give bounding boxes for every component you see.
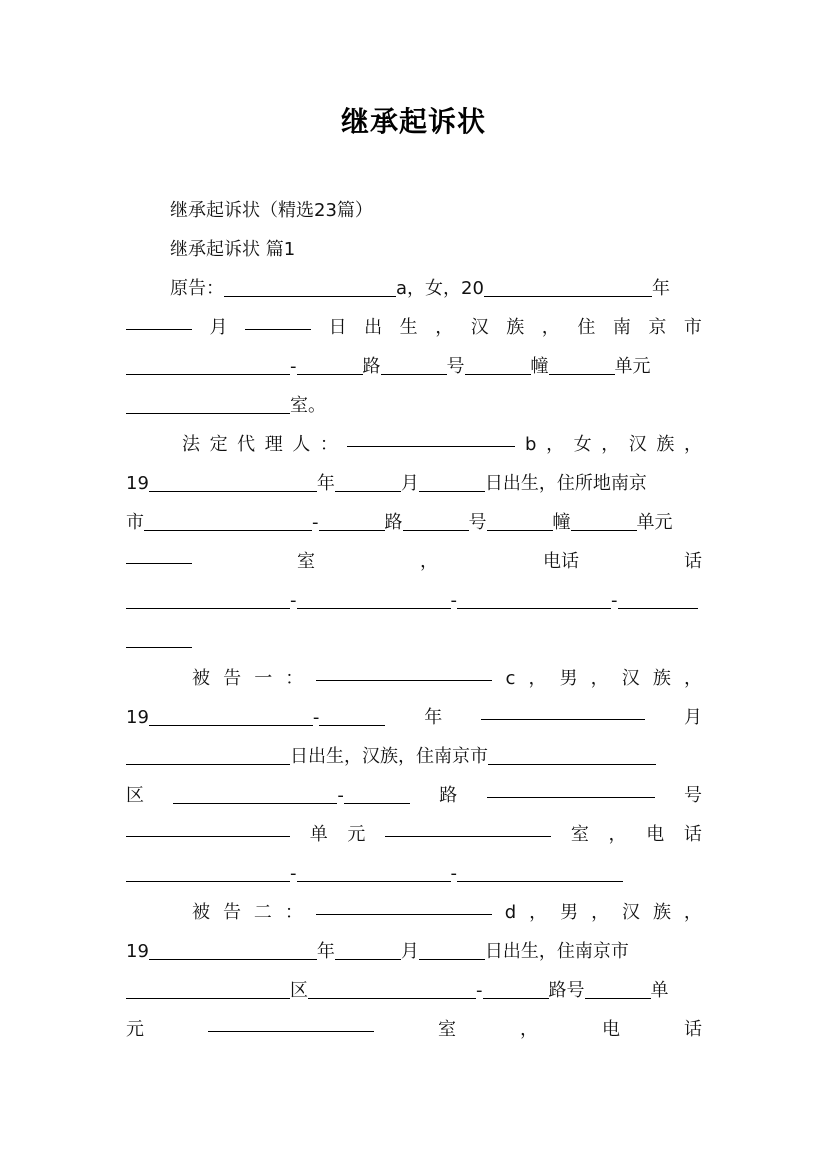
agent-line-3 [126,504,673,542]
blank-field [126,627,192,648]
agent-line-2 [126,465,647,503]
comma: ， [608,824,627,845]
blank-field [403,510,469,531]
blank-field [585,978,651,999]
blank-field [245,309,311,330]
blank-field [618,588,698,609]
blank-field [319,510,385,531]
blank-field [297,354,363,375]
year-label: 年 [316,473,335,494]
blank-field [126,543,192,564]
year-label: 年 [651,278,670,299]
road-no-label: 路号 [548,980,585,1001]
blank-field [419,471,485,492]
district-label: 区 [126,785,144,806]
month-label: 月 [209,317,228,338]
defendant1-line-1: 被 告 一 ： c ， 男 ， 汉 族 ， [192,660,702,698]
blank-field [457,861,623,882]
blank-field [126,744,290,765]
blank-field [344,783,410,804]
blank-field [385,816,551,837]
dash: - [476,980,483,1001]
defendant1-line-3 [126,738,656,776]
defendant2-line-2 [126,933,629,971]
blank-field [347,426,515,447]
plaintiff-line-2: 月 日 出 生 ， 汉 族 ， 住 南 京 市 [126,309,702,347]
room-label: 室 [570,824,589,845]
agent-line-6 [126,621,192,659]
dash: - [312,512,319,533]
blank-field [488,744,656,765]
blank-field [335,471,401,492]
no-label: 号 [446,356,465,377]
year-prefix: 19 [126,473,149,494]
blank-field [208,1011,374,1032]
no-label: 号 [684,785,702,806]
blank-field [297,588,451,609]
blank-field [224,276,396,297]
blank-field [173,783,337,804]
district-label: 区 [290,980,308,1001]
blank-field [149,939,317,960]
blank-field [126,978,290,999]
agent-line-5: - - - [126,582,698,620]
building-label: 幢 [552,512,571,533]
plaintiff-label: 原告： [170,278,224,299]
defendant2-line-1: 被 告 二 ： d ， 男 ， 汉 族 ， [192,894,702,932]
road-label: 路 [439,785,458,806]
road-label: 路 [362,356,381,377]
agent-line-4: 室 ， 电话 话 [126,543,702,581]
defendant1-line-2 [126,699,702,737]
comma: ， [520,1019,538,1040]
blank-field [316,894,492,915]
plaintiff-line-4 [126,387,326,425]
blank-field [126,861,290,882]
blank-field [144,510,312,531]
blank-field [126,354,290,375]
born-text: 日出生，住所地南京 [484,473,647,494]
blank-field [149,705,313,726]
blank-field [381,354,447,375]
blank-field [319,705,385,726]
phone-label: 电话 [543,551,579,572]
year-prefix: 19 [126,707,149,728]
year-prefix: 19 [126,941,149,962]
blank-field [484,276,652,297]
plaintiff-name: a，女，20 [396,278,484,299]
blank-field [126,393,290,414]
blank-field [481,699,645,720]
year-label: 年 [316,941,335,962]
month-label: 月 [400,941,419,962]
subtitle: 继承起诉状（精选23篇） [170,200,373,221]
room-label: 室 [438,1019,456,1040]
unit-label: 单元 [614,356,651,377]
section-heading: 继承起诉状 篇1 [170,239,296,260]
plaintiff-line-1 [170,270,670,308]
born-text: 日出生，汉族，住南京市 [290,746,488,767]
blank-field [457,588,611,609]
unit-label: 单 [650,980,669,1001]
unit-label: 单元 [636,512,673,533]
blank-field [335,939,401,960]
blank-field [419,939,485,960]
born-text: 日出生，住南京市 [484,941,629,962]
blank-field [297,861,451,882]
comma: ， [420,551,438,572]
road-label: 路 [384,512,403,533]
unit-label-cont: 元 [126,1019,144,1040]
month-label: 月 [683,707,702,728]
page-title: 继承起诉状 [340,105,486,138]
defendant1-line-4: 区 - 路 号 [126,777,702,815]
defendant1-line-5: 单 元 室 ， 电 话 [126,816,702,854]
blank-field [126,309,192,330]
blank-field [308,978,476,999]
defendant2-line-4: 元 室 ， 电 话 [126,1011,702,1049]
blank-field [149,471,317,492]
no-label: 号 [468,512,487,533]
room-label: 室。 [290,395,326,416]
blank-field [549,354,615,375]
month-label: 月 [400,473,419,494]
blank-field [487,510,553,531]
room-label: 室 [297,551,315,572]
blank-field [126,816,290,837]
year-label: 年 [424,707,443,728]
blank-field [487,777,655,798]
dash: - [290,356,297,377]
dash: - [312,707,320,728]
defendant2-line-3 [126,972,669,1010]
blank-field [571,510,637,531]
building-label: 幢 [530,356,549,377]
blank-field [316,660,492,681]
city-label: 市 [126,512,144,533]
plaintiff-line-3 [126,348,651,386]
blank-field [483,978,549,999]
blank-field [465,354,531,375]
defendant1-line-6: - - [126,855,623,893]
agent-line-1: 法 定 代 理 人 ： b ， 女 ， 汉 族 ， [182,426,702,464]
blank-field [126,588,290,609]
